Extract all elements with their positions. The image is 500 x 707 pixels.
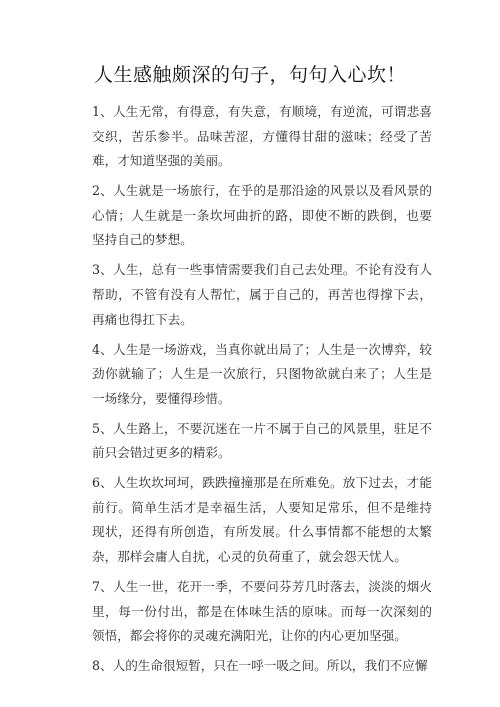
paragraph-5: 5、人生路上，不要沉迷在一片不属于自己的风景里，驻足不前只会错过更多的精彩。 bbox=[92, 420, 432, 461]
paragraph-4: 4、人生是一场游戏，当真你就出局了；人生是一次博弈，较劲你就输了；人生是一次旅行，只图物欲就白来了；人生是一场缘分，要懂得珍惜。 bbox=[92, 341, 432, 406]
document-title: 人生感触颇深的句子，句句入心坎！ bbox=[93, 64, 406, 86]
paragraph-7: 7、人生一世，花开一季，不要问芬芳几时落去，淡淡的烟火里，每一份付出，都是在体味生活的原味。而每一次深刻的领悟，都会将你的灵魂充满阳光，让你的内心更加坚强。 bbox=[92, 579, 432, 644]
paragraph-1: 1、人生无常，有得意，有失意，有顺境，有逆流，可谓悲喜交织，苦乐参半。品味苦涩，方懂得甘甜的滋味；经受了苦难，才知道坚强的美丽。 bbox=[92, 104, 432, 169]
paragraph-2: 2、人生就是一场旅行，在乎的是那沿途的风景以及看风景的心情；人生就是一条坎坷曲折的路，即使不断的跌倒，也要坚持自己的梦想。 bbox=[92, 183, 432, 248]
paragraph-3: 3、人生，总有一些事情需要我们自己去处理。不论有没有人帮助，不管有没有人帮忙，属于自己的，再苦也得撑下去，再痛也得扛下去。 bbox=[92, 262, 432, 327]
paragraph-6: 6、人生坎坎坷坷，跌跌撞撞那是在所难免。放下过去，才能前行。简单生活才是幸福生活，人要知足常乐，但不是维持现状，还得有所创造，有所发展。什么事情都不能想的太繁杂，那样会庸人自扰，心灵的负荷重了，就会怨天忧人。 bbox=[92, 475, 432, 565]
document-body bbox=[92, 100, 432, 684]
paragraph-8: 8、人的生命很短暂，只在一呼一吸之间。所以，我们不应懈 bbox=[92, 658, 428, 674]
